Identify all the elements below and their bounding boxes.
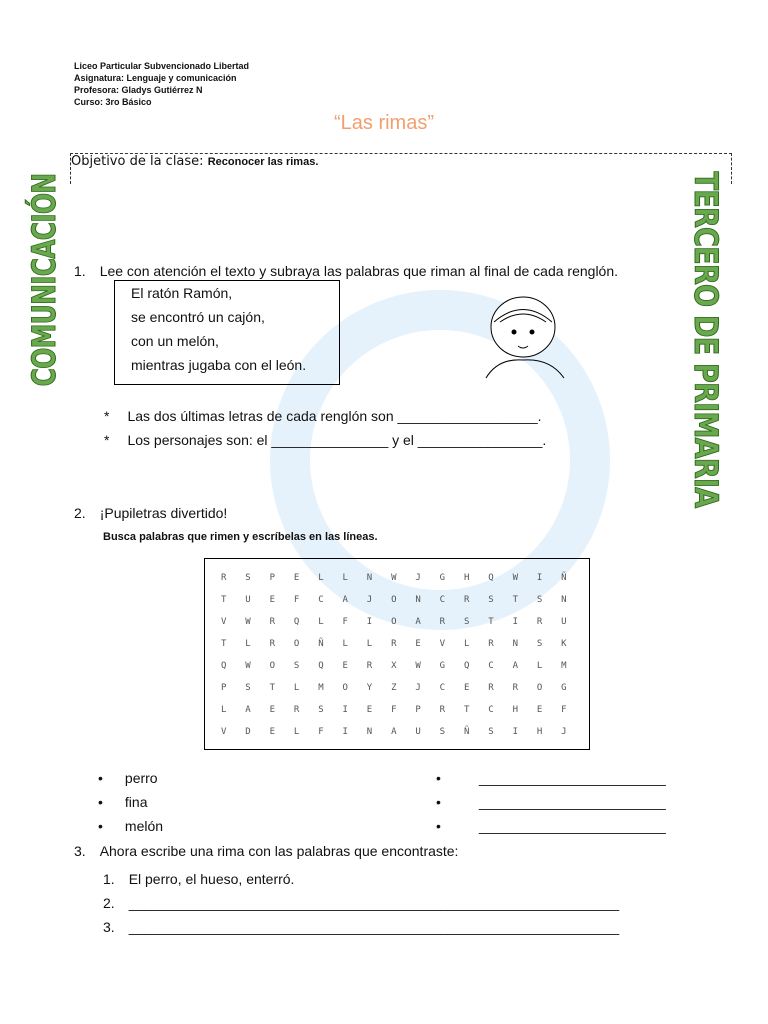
grid-letter[interactable]: V — [221, 727, 227, 737]
grid-letter[interactable]: S — [245, 683, 251, 693]
grid-letter[interactable]: S — [463, 617, 470, 627]
grid-letter[interactable]: E — [293, 573, 300, 583]
bullet: • — [98, 794, 103, 810]
question-2 — [74, 505, 227, 521]
grid-letter[interactable]: A — [512, 661, 518, 671]
word-item: fina — [124, 794, 148, 810]
objective-label: Objetivo de la clase: — [71, 154, 204, 169]
grid-letter[interactable]: A — [342, 595, 348, 605]
bullet: • — [98, 818, 103, 834]
grid-letter[interactable]: L — [342, 639, 348, 649]
school-name: Liceo Particular Subvencionado Libertad — [74, 61, 250, 71]
line-num: 3. — [103, 919, 115, 935]
poem-line: mientras jugaba con el león. — [131, 357, 307, 373]
grid-letter[interactable]: P — [221, 683, 227, 693]
grid-letter[interactable]: A — [415, 617, 421, 627]
q-text: ¡Pupiletras divertido! — [99, 505, 228, 521]
grid-letter[interactable]: S — [318, 705, 324, 715]
grid-letter[interactable]: W — [512, 573, 518, 583]
grid-letter[interactable]: Q — [488, 573, 494, 583]
grid-letter[interactable]: Ñ — [561, 573, 567, 583]
grid-letter[interactable]: V — [221, 617, 227, 627]
grid-letter[interactable]: F — [391, 705, 397, 715]
bullet: • — [436, 770, 441, 786]
grid-letter[interactable]: I — [536, 573, 543, 583]
grid-letter[interactable]: R — [512, 683, 518, 693]
grid-letter[interactable]: L — [221, 705, 227, 715]
grid-letter[interactable]: O — [342, 683, 348, 693]
grid-letter[interactable]: F — [561, 705, 567, 715]
grid-letter[interactable]: F — [293, 595, 300, 605]
grid-letter[interactable]: O — [536, 683, 543, 693]
grid-letter[interactable]: Y — [366, 683, 373, 693]
q1-item-2 — [104, 432, 546, 448]
poem-box — [114, 280, 340, 385]
grid-letter[interactable]: N — [366, 727, 373, 737]
teacher: Profesora: Gladys Gutiérrez N — [74, 85, 203, 95]
grid-letter[interactable]: Z — [391, 683, 397, 693]
grid-letter[interactable]: R — [221, 573, 227, 583]
grid-row — [221, 567, 585, 589]
grid-letter[interactable]: O — [269, 661, 276, 671]
grid-letter[interactable]: L — [536, 661, 543, 671]
grid-letter[interactable]: I — [512, 617, 518, 627]
grid-letter[interactable]: R — [293, 705, 300, 715]
grid-letter[interactable]: C — [488, 661, 494, 671]
grid-letter[interactable]: F — [318, 727, 324, 737]
grid-letter[interactable]: L — [318, 617, 324, 627]
grid-letter[interactable]: U — [561, 617, 567, 627]
grid-letter[interactable]: H — [463, 573, 470, 583]
grid-letter[interactable]: N — [512, 639, 518, 649]
bullet: • — [436, 794, 441, 810]
grid-letter[interactable]: T — [221, 595, 227, 605]
grid-letter[interactable]: A — [245, 705, 251, 715]
grid-letter[interactable]: C — [439, 683, 446, 693]
grid-letter[interactable]: L — [463, 639, 470, 649]
grid-letter[interactable]: L — [245, 639, 251, 649]
q2-instruction: Busca palabras que rimen y escríbelas en las líneas. — [103, 531, 378, 543]
grid-letter[interactable]: K — [561, 639, 567, 649]
grid-letter[interactable]: H — [512, 705, 518, 715]
answer-blank[interactable]: ________________________ — [478, 818, 666, 834]
grid-letter[interactable]: O — [391, 617, 397, 627]
grid-letter[interactable]: Q — [221, 661, 227, 671]
item-text: Los personajes son: el _______________ y el ________________. — [127, 432, 547, 448]
poem-line: con un melón, — [131, 333, 219, 349]
grid-letter[interactable]: R — [269, 639, 276, 649]
grid-letter[interactable]: G — [439, 661, 446, 671]
grid-letter[interactable]: S — [245, 573, 251, 583]
grid-letter[interactable]: D — [245, 727, 251, 737]
rhyme-line[interactable]: _______________________________________________________________ — [128, 895, 620, 911]
grade: Curso: 3ro Básico — [74, 97, 152, 107]
grid-letter[interactable]: I — [366, 617, 373, 627]
rhyme-line: El perro, el hueso, enterró. — [128, 871, 295, 887]
grid-letter[interactable]: L — [342, 573, 348, 583]
grid-letter[interactable]: S — [488, 595, 494, 605]
grid-letter[interactable]: L — [293, 683, 300, 693]
grid-row — [221, 633, 585, 655]
header-info — [74, 60, 249, 108]
grid-letter[interactable]: U — [415, 727, 421, 737]
q-num: 3. — [74, 843, 86, 859]
grid-letter[interactable]: I — [342, 705, 348, 715]
objective-value: Reconocer las rimas. — [207, 156, 319, 168]
grid-letter[interactable]: M — [561, 661, 567, 671]
grid-letter[interactable]: S — [439, 727, 446, 737]
question-3 — [74, 843, 458, 859]
poem-line: se encontró un cajón, — [131, 309, 265, 325]
grid-letter[interactable]: C — [318, 595, 324, 605]
grid-letter[interactable]: R — [269, 617, 276, 627]
grid-letter[interactable]: Ñ — [318, 639, 324, 649]
grid-letter[interactable]: E — [269, 705, 276, 715]
grid-letter[interactable]: M — [318, 683, 324, 693]
grid-letter[interactable]: C — [488, 705, 494, 715]
grid-letter[interactable]: T — [463, 705, 470, 715]
grid-letter[interactable]: S — [536, 595, 543, 605]
answer-lines — [436, 766, 666, 838]
grid-letter[interactable]: S — [536, 639, 543, 649]
line-num: 2. — [103, 895, 115, 911]
grid-letter[interactable]: E — [366, 705, 373, 715]
grid-letter[interactable]: E — [269, 727, 276, 737]
rhyme-lines — [103, 867, 619, 939]
answer-blank[interactable]: ________________________ — [478, 794, 666, 810]
grid-letter[interactable]: S — [293, 661, 300, 671]
grid-letter[interactable]: L — [293, 727, 300, 737]
q-num: 1. — [74, 263, 86, 279]
grid-letter[interactable]: F — [342, 617, 348, 627]
grid-row — [221, 589, 585, 611]
q1-item-1 — [104, 408, 542, 424]
grid-letter[interactable]: G — [439, 573, 446, 583]
grid-letter[interactable]: R — [391, 639, 397, 649]
grid-letter[interactable]: I — [342, 727, 348, 737]
bullet: • — [98, 770, 103, 786]
grid-letter[interactable]: J — [561, 727, 567, 737]
grid-letter[interactable]: Ñ — [463, 727, 470, 737]
page-title: “Las rimas” — [333, 112, 434, 134]
grid-letter[interactable]: J — [415, 573, 421, 583]
bullet: * — [104, 432, 110, 448]
grid-letter[interactable]: R — [488, 683, 494, 693]
side-label-right: TERCERO DE PRIMARIA — [687, 171, 725, 508]
child-illustration-icon — [478, 292, 578, 382]
grid-row — [221, 677, 585, 699]
bullet: • — [436, 818, 441, 834]
grid-letter[interactable]: E — [463, 683, 470, 693]
grid-letter[interactable]: C — [439, 595, 446, 605]
grid-letter[interactable]: W — [415, 661, 421, 671]
grid-letter[interactable]: R — [366, 661, 373, 671]
poem-line: El ratón Ramón, — [131, 285, 233, 301]
grid-letter[interactable]: G — [561, 683, 567, 693]
grid-letter[interactable]: U — [245, 595, 251, 605]
grid-letter[interactable]: R — [439, 617, 446, 627]
grid-letter[interactable]: R — [488, 639, 494, 649]
grid-letter[interactable]: V — [439, 639, 446, 649]
grid-letter[interactable]: N — [415, 595, 421, 605]
grid-letter[interactable]: E — [415, 639, 421, 649]
bullet: * — [104, 408, 110, 424]
grid-letter[interactable]: H — [536, 727, 543, 737]
word-search-grid — [204, 558, 590, 750]
q-text: Ahora escribe una rima con las palabras que encontraste: — [99, 843, 459, 859]
grid-letter[interactable]: X — [391, 661, 397, 671]
word-item: melón — [124, 818, 164, 834]
grid-letter[interactable]: N — [561, 595, 567, 605]
side-label-left: COMUNICACIÓN — [25, 173, 63, 387]
grid-letter[interactable]: T — [221, 639, 227, 649]
grid-letter[interactable]: T — [269, 683, 276, 693]
grid-letter[interactable]: L — [318, 573, 324, 583]
grid-letter[interactable]: T — [488, 617, 494, 627]
answer-blank[interactable]: ________________________ — [478, 770, 666, 786]
grid-letter[interactable]: R — [536, 617, 543, 627]
grid-letter[interactable]: N — [366, 573, 373, 583]
grid-letter[interactable]: Q — [293, 617, 300, 627]
grid-letter[interactable]: E — [342, 661, 348, 671]
grid-letter[interactable]: R — [439, 705, 446, 715]
grid-letter[interactable]: O — [293, 639, 300, 649]
grid-letter[interactable]: E — [536, 705, 543, 715]
grid-row — [221, 611, 585, 633]
q-num: 2. — [74, 505, 86, 521]
grid-letter[interactable]: P — [415, 705, 421, 715]
grid-letter[interactable]: P — [269, 573, 276, 583]
rhyme-line[interactable]: _______________________________________________________________ — [128, 919, 620, 935]
grid-letter[interactable]: E — [269, 595, 276, 605]
grid-letter[interactable]: O — [391, 595, 397, 605]
grid-letter[interactable]: T — [512, 595, 518, 605]
subject: Asignatura: Lenguaje y comunicación — [74, 73, 237, 83]
grid-row — [221, 721, 585, 743]
grid-letter[interactable]: J — [415, 683, 421, 693]
objective-box — [70, 153, 732, 184]
grid-letter[interactable]: I — [512, 727, 518, 737]
grid-letter[interactable]: Q — [318, 661, 324, 671]
q-text: Lee con atención el texto y subraya las palabras que riman al final de cada renglón. — [99, 263, 619, 279]
line-num: 1. — [103, 871, 115, 887]
grid-row — [221, 699, 585, 721]
grid-letter[interactable]: S — [488, 727, 494, 737]
grid-letter[interactable]: A — [391, 727, 397, 737]
grid-letter[interactable]: W — [245, 617, 251, 627]
grid-letter[interactable]: W — [245, 661, 251, 671]
grid-row — [221, 655, 585, 677]
question-1 — [74, 263, 618, 279]
grid-letter[interactable]: R — [463, 595, 470, 605]
word-item: perro — [124, 770, 158, 786]
grid-letter[interactable]: W — [391, 573, 397, 583]
grid-letter[interactable]: L — [366, 639, 373, 649]
item-text: Las dos últimas letras de cada renglón son __________________. — [127, 408, 542, 424]
word-list — [98, 766, 163, 838]
grid-letter[interactable]: Q — [463, 661, 470, 671]
grid-letter[interactable]: J — [366, 595, 373, 605]
